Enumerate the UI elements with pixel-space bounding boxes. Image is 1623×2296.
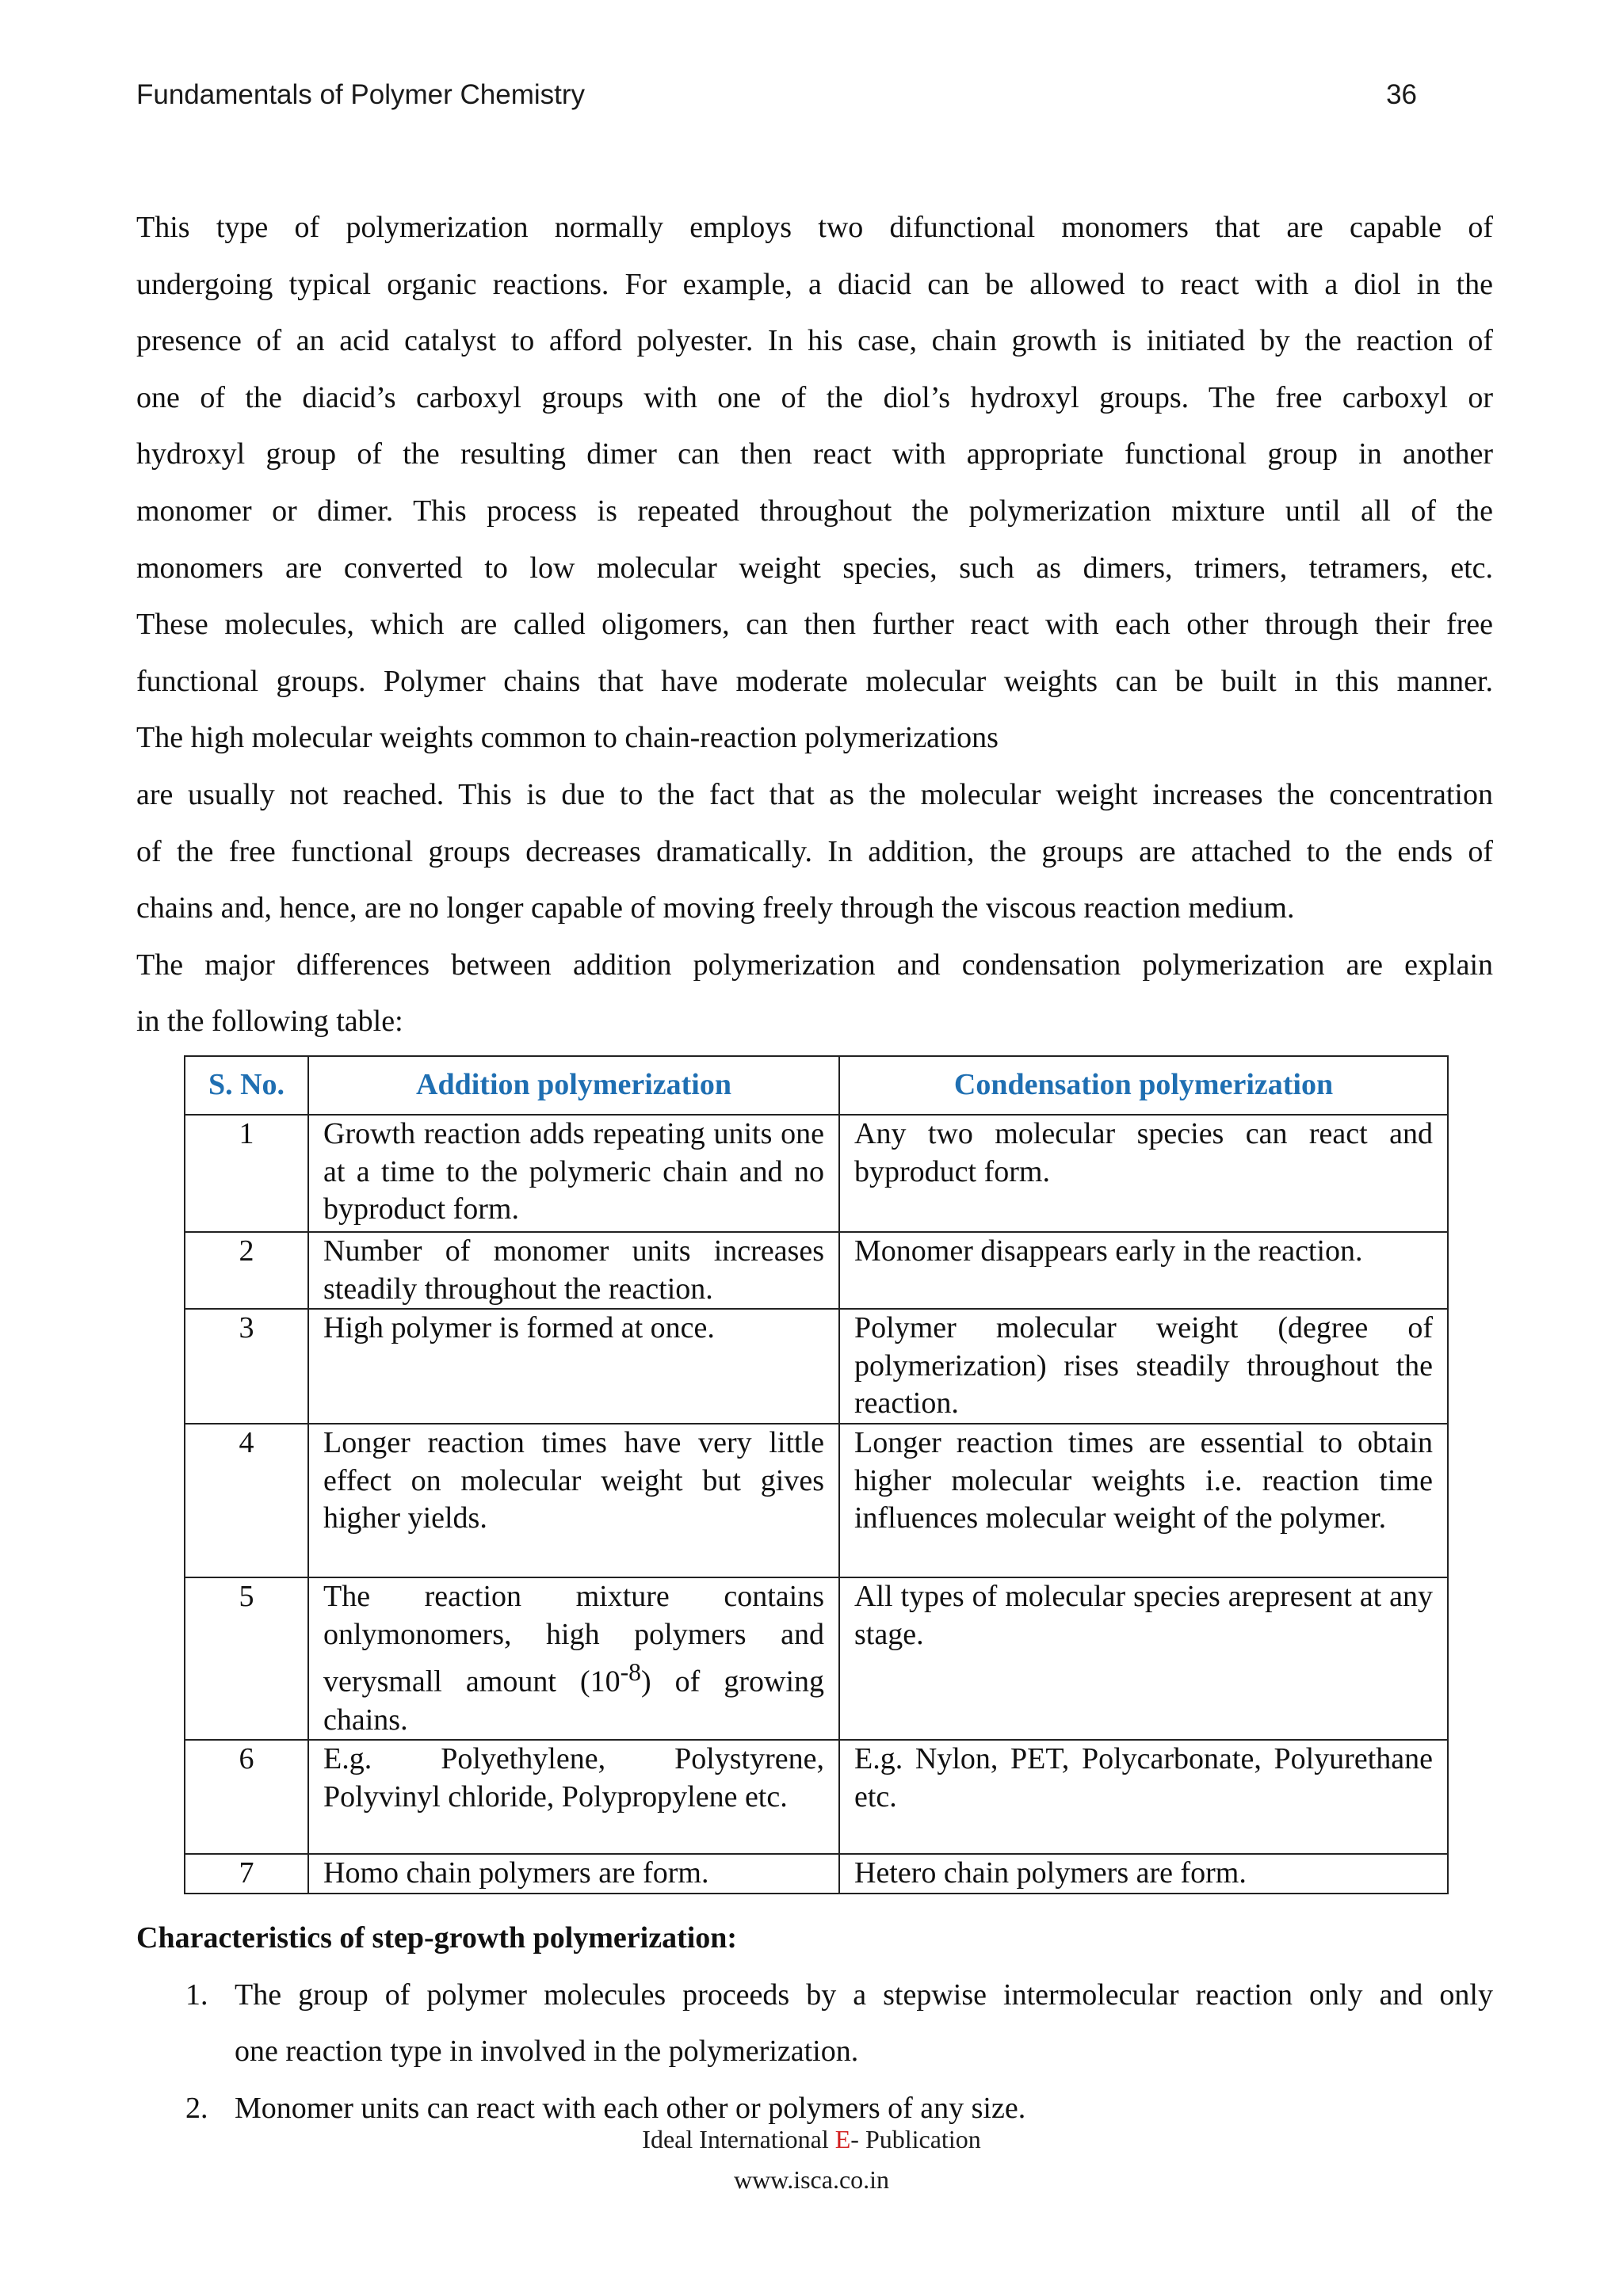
body-text bbox=[136, 200, 1493, 1051]
text-line: This type of polymerization normally employs two difunctional monomers that are capable of bbox=[136, 211, 1493, 244]
cell-sno: 6 bbox=[185, 1740, 308, 1854]
publisher-accent: E bbox=[834, 2125, 851, 2153]
text-line: in the following table: bbox=[136, 1005, 403, 1039]
text-line: functional groups. Polymer chains that have moderate molecular weights can be built in this manner. bbox=[136, 664, 1493, 698]
header-addition: Addition polymerization bbox=[308, 1056, 839, 1115]
addition-text: The reaction mixture contains onlymonomers, high polymers and verysmall amount (10 bbox=[323, 1580, 824, 1699]
table-row bbox=[185, 1854, 1448, 1894]
table-row bbox=[185, 1424, 1448, 1577]
header-condensation: Condensation polymerization bbox=[839, 1056, 1448, 1115]
table-row bbox=[185, 1232, 1448, 1309]
cell-sno: 1 bbox=[185, 1115, 308, 1232]
cell-addition: Longer reaction times have very little effect on molecular weight but gives higher yields. bbox=[308, 1424, 839, 1577]
text-line: monomer or dimer. This process is repeated throughout the polymerization mixture until all of the bbox=[136, 494, 1493, 528]
cell-addition: High polymer is formed at once. bbox=[308, 1309, 839, 1424]
table-row bbox=[185, 1115, 1448, 1232]
publisher-text: - Publication bbox=[850, 2125, 981, 2153]
cell-addition: Number of monomer units increases steadily throughout the reaction. bbox=[308, 1232, 839, 1309]
text-line: presence of an acid catalyst to afford polyester. In his case, chain growth is initiated by the reaction of bbox=[136, 324, 1493, 358]
text-line: of the free functional groups decreases dramatically. In addition, the groups are attached to the ends of bbox=[136, 834, 1493, 868]
paragraph-1 bbox=[136, 200, 1493, 767]
text-line: The high molecular weights common to chain-reaction polymerizations bbox=[136, 721, 999, 755]
cell-condensation: Monomer disappears early in the reaction. bbox=[839, 1232, 1448, 1309]
list-number: 2. bbox=[185, 2091, 208, 2125]
text-line: Monomer units can react with each other or polymers of any size. bbox=[235, 2091, 1026, 2125]
text-line: The major differences between addition polymerization and condensation polymerization are explain bbox=[136, 948, 1493, 982]
text-line: chains and, hence, are no longer capable of moving freely through the viscous reaction medium. bbox=[136, 891, 1295, 925]
book-title: Fundamentals of Polymer Chemistry bbox=[136, 79, 586, 110]
paragraph-2 bbox=[136, 767, 1493, 937]
addition-text: ) of growing chains. bbox=[323, 1665, 825, 1737]
text-line: hydroxyl group of the resulting dimer can then react with appropriate functional group in another bbox=[136, 437, 1493, 471]
text-line: are usually not reached. This is due to the fact that as the molecular weight increases the concentration bbox=[136, 777, 1493, 811]
table-row bbox=[185, 1740, 1448, 1854]
table-row bbox=[185, 1577, 1448, 1740]
characteristics-list bbox=[136, 1967, 1493, 2138]
cell-addition: Growth reaction adds repeating units one at a time to the polymeric chain and no byproduct form. bbox=[308, 1115, 839, 1232]
cell-sno: 5 bbox=[185, 1577, 308, 1740]
header-sno: S. No. bbox=[185, 1056, 308, 1115]
text-line: The group of polymer molecules proceeds by a stepwise intermolecular reaction only and only bbox=[235, 1978, 1493, 2012]
cell-condensation: All types of molecular species arepresent at any stage. bbox=[839, 1577, 1448, 1740]
superscript: -8 bbox=[620, 1658, 641, 1687]
text-line: monomers are converted to low molecular weight species, such as dimers, trimers, tetramers, etc. bbox=[136, 551, 1493, 585]
list-item bbox=[136, 1967, 1493, 2081]
cell-condensation: Hetero chain polymers are form. bbox=[839, 1854, 1448, 1894]
paragraph-3 bbox=[136, 937, 1493, 1051]
cell-condensation: E.g. Nylon, PET, Polycarbonate, Polyurethane etc. bbox=[839, 1740, 1448, 1854]
text-line: one reaction type in involved in the polymerization. bbox=[235, 2035, 859, 2069]
cell-addition bbox=[308, 1577, 839, 1740]
table-row bbox=[185, 1309, 1448, 1424]
list-text bbox=[235, 1967, 1493, 2081]
cell-sno: 4 bbox=[185, 1424, 308, 1577]
text-line: one of the diacid’s carboxyl groups with one of the diol’s hydroxyl groups. The free carboxyl or bbox=[136, 380, 1493, 414]
page-number: 36 bbox=[1386, 79, 1417, 110]
cell-addition: Homo chain polymers are form. bbox=[308, 1854, 839, 1894]
cell-sno: 2 bbox=[185, 1232, 308, 1309]
cell-condensation: Longer reaction times are essential to obtain higher molecular weights i.e. reaction time influences molecular weight of the polymer. bbox=[839, 1424, 1448, 1577]
cell-addition: E.g. Polyethylene, Polystyrene, Polyvinyl chloride, Polypropylene etc. bbox=[308, 1740, 839, 1854]
footer-website: www.isca.co.in bbox=[733, 2165, 890, 2194]
section-heading: Characteristics of step-growth polymerization: bbox=[136, 1921, 738, 1955]
running-header bbox=[136, 79, 1417, 111]
cell-condensation: Any two molecular species can react and byproduct form. bbox=[839, 1115, 1448, 1232]
footer-publisher bbox=[0, 2125, 1623, 2154]
characteristics-section bbox=[136, 1910, 1493, 2137]
comparison-table bbox=[184, 1055, 1449, 1894]
list-number: 1. bbox=[185, 1978, 208, 2012]
cell-sno: 3 bbox=[185, 1309, 308, 1424]
text-line: undergoing typical organic reactions. For example, a diacid can be allowed to react with a diol in the bbox=[136, 267, 1493, 301]
publisher-text: Ideal International bbox=[642, 2125, 835, 2153]
table-header-row bbox=[185, 1056, 1448, 1115]
cell-condensation: Polymer molecular weight (degree of polymerization) rises steadily throughout the reaction. bbox=[839, 1309, 1448, 1424]
cell-sno: 7 bbox=[185, 1854, 308, 1894]
text-line: These molecules, which are called oligomers, can then further react with each other through their free bbox=[136, 608, 1493, 642]
